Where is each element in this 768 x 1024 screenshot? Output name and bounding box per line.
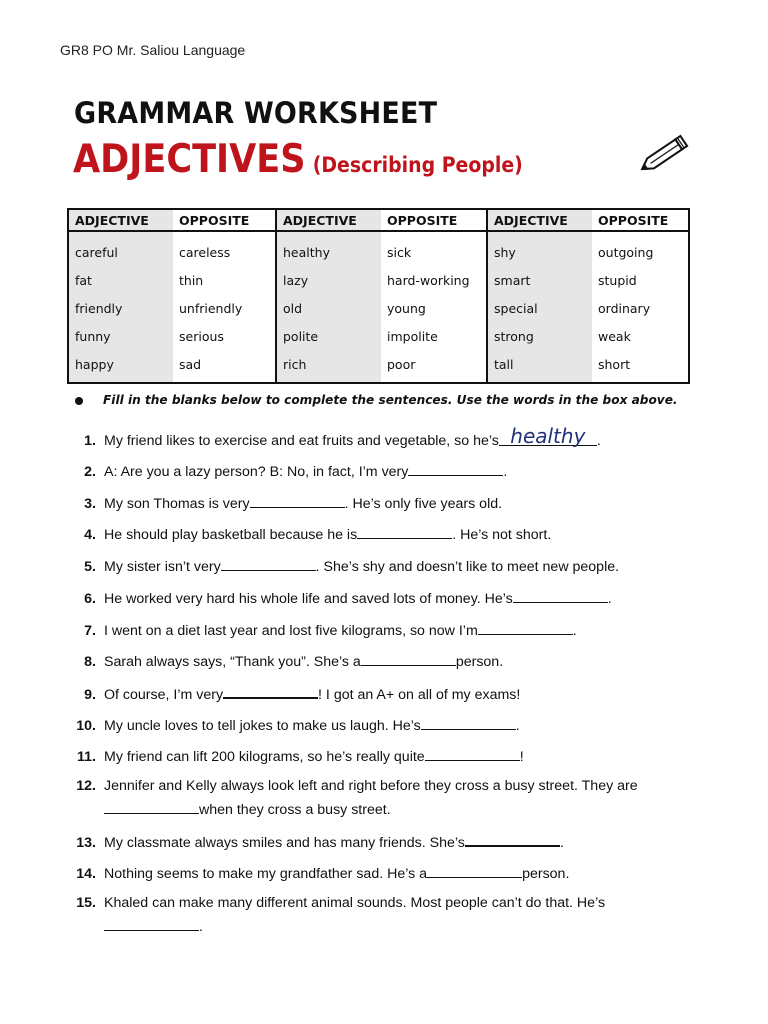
question-number: 11. [77, 749, 96, 765]
opposite-cell: short [592, 350, 689, 383]
question-8 [70, 651, 503, 670]
instructions-text: Fill in the blanks below to complete the sentences. Use the words in the box above. [103, 392, 678, 407]
opposite-cell: young [381, 294, 487, 322]
word-row [68, 322, 689, 350]
header-opposite: OPPOSITE [592, 209, 689, 231]
question-text: I went on a diet last year and lost five kilograms, so now I’m [104, 623, 478, 639]
adjective-cell: shy [487, 231, 592, 266]
adjective-cell: funny [68, 322, 173, 350]
instructions [75, 392, 695, 407]
answer-blank[interactable] [425, 746, 520, 761]
question-number: 2. [84, 464, 96, 480]
answer-blank[interactable] [465, 831, 560, 847]
answer-blank[interactable] [427, 863, 522, 878]
word-row [68, 231, 689, 266]
question-text-end: when they cross a busy street. [199, 802, 391, 818]
question-3 [70, 493, 502, 512]
opposite-cell: serious [173, 322, 276, 350]
question-text: A: Are you a lazy person? B: No, in fact, I’m very [104, 464, 409, 480]
question-text: Sarah always says, “Thank you”. She’s a [104, 654, 361, 670]
question-text-end: . [515, 718, 520, 734]
question-text-end: person. [455, 654, 504, 670]
question-number: 12. [76, 778, 96, 794]
word-row [68, 350, 689, 383]
question-number: 9. [84, 687, 96, 703]
adjective-cell: tall [487, 350, 592, 383]
adjective-cell: careful [68, 231, 173, 266]
question-text-end: person. [522, 866, 570, 882]
word-box-header-row [68, 209, 689, 231]
question-text: My classmate always smiles and has many friends. She’s [104, 835, 465, 851]
answer-blank[interactable] [408, 461, 503, 476]
question-text-end: . [596, 433, 601, 449]
question-text: My uncle loves to tell jokes to make us laugh. He’s [104, 718, 421, 734]
question-text-end: . [503, 464, 508, 480]
adjective-cell: strong [487, 322, 592, 350]
adjective-cell: friendly [68, 294, 173, 322]
question-text-end: . He’s only five years old. [344, 496, 503, 512]
question-number: 14. [76, 866, 96, 882]
course-header: GR8 PO Mr. Saliou Language [60, 42, 246, 58]
adjective-cell: happy [68, 350, 173, 383]
question-6 [70, 588, 612, 607]
question-number: 5. [84, 559, 96, 575]
answer-blank[interactable] [361, 651, 456, 666]
answer-blank[interactable] [513, 588, 608, 603]
pencil-icon [634, 130, 692, 180]
adjective-cell: lazy [276, 266, 381, 294]
adjective-cell: old [276, 294, 381, 322]
answer-blank[interactable] [223, 683, 318, 699]
question-number: 7. [84, 623, 96, 639]
question-text-end: . [559, 835, 564, 851]
adjective-cell: healthy [276, 231, 381, 266]
question-number: 15. [76, 895, 96, 911]
opposite-cell: sick [381, 231, 487, 266]
opposite-cell: thin [173, 266, 276, 294]
answer-blank[interactable] [221, 556, 316, 571]
opposite-cell: ordinary [592, 294, 689, 322]
worksheet-subtitle [73, 137, 523, 182]
header-adjective: ADJECTIVE [276, 209, 381, 231]
question-10 [70, 715, 520, 734]
question-7 [70, 620, 577, 639]
adjective-cell: rich [276, 350, 381, 383]
question-text: Khaled can make many different animal sounds. Most people can’t do that. He’s [104, 895, 606, 911]
question-5 [70, 556, 619, 575]
word-row [68, 294, 689, 322]
question-14 [70, 863, 569, 882]
answer-blank-filled[interactable]: healthy [499, 427, 597, 446]
answer-blank[interactable] [357, 524, 452, 539]
question-text: Of course, I’m very [104, 687, 224, 703]
opposite-cell: careless [173, 231, 276, 266]
answer-blank[interactable] [104, 916, 199, 931]
opposite-cell: impolite [381, 322, 487, 350]
question-number: 8. [84, 654, 96, 670]
question-text: Nothing seems to make my grandfather sad. He’s a [104, 866, 428, 882]
question-text: My sister isn’t very [104, 559, 221, 575]
opposite-cell: hard-working [381, 266, 487, 294]
question-number: 4. [84, 527, 96, 543]
question-12 [70, 778, 638, 818]
adjective-cell: special [487, 294, 592, 322]
opposite-cell: unfriendly [173, 294, 276, 322]
question-1 [70, 424, 601, 449]
question-number: 10. [76, 718, 96, 734]
opposite-cell: outgoing [592, 231, 689, 266]
question-number: 13. [76, 835, 96, 851]
question-text-end: ! [519, 749, 524, 765]
header-adjective: ADJECTIVE [68, 209, 173, 231]
worksheet-title: GRAMMAR WORKSHEET [74, 96, 438, 130]
opposite-cell: poor [381, 350, 487, 383]
header-opposite: OPPOSITE [381, 209, 487, 231]
question-2 [70, 461, 507, 480]
header-adjective: ADJECTIVE [487, 209, 592, 231]
bullet-icon [75, 397, 83, 405]
adjective-cell: smart [487, 266, 592, 294]
opposite-cell: sad [173, 350, 276, 383]
question-continuation [104, 799, 638, 818]
answer-blank[interactable] [478, 620, 573, 635]
word-row [68, 266, 689, 294]
subtitle-sub: (Describing People) [312, 153, 523, 177]
question-number: 1. [84, 433, 96, 449]
question-text-end: . He’s not short. [452, 527, 552, 543]
question-15 [70, 895, 605, 935]
question-text: Jennifer and Kelly always look left and right before they cross a busy street. They are [104, 778, 638, 794]
question-number: 6. [84, 591, 96, 607]
question-text: My son Thomas is very [104, 496, 250, 512]
opposite-cell: weak [592, 322, 689, 350]
opposite-cell: stupid [592, 266, 689, 294]
question-9 [70, 683, 520, 703]
question-13 [70, 831, 564, 851]
question-continuation [104, 916, 605, 935]
header-opposite: OPPOSITE [173, 209, 276, 231]
question-text-end: . She’s shy and doesn’t like to meet new people. [315, 559, 620, 575]
subtitle-main: ADJECTIVES [73, 137, 306, 182]
question-text: He should play basketball because he is [104, 527, 358, 543]
adjective-cell: fat [68, 266, 173, 294]
question-text-end: . [199, 919, 203, 935]
answer-blank[interactable] [250, 493, 345, 508]
answer-blank[interactable] [421, 715, 516, 730]
question-number: 3. [84, 496, 96, 512]
question-text-end: . [607, 591, 612, 607]
question-text-end: . [572, 623, 577, 639]
adjectives-word-box [67, 208, 690, 384]
question-4 [70, 524, 551, 543]
question-text-end: ! I got an A+ on all of my exams! [318, 687, 521, 703]
question-11 [70, 746, 524, 765]
adjective-cell: polite [276, 322, 381, 350]
question-text: He worked very hard his whole life and saved lots of money. He’s [104, 591, 513, 607]
question-text: My friend can lift 200 kilograms, so he’s really quite [104, 749, 425, 765]
question-text: My friend likes to exercise and eat fruits and vegetable, so he’s [104, 433, 499, 449]
answer-blank[interactable] [104, 799, 199, 814]
